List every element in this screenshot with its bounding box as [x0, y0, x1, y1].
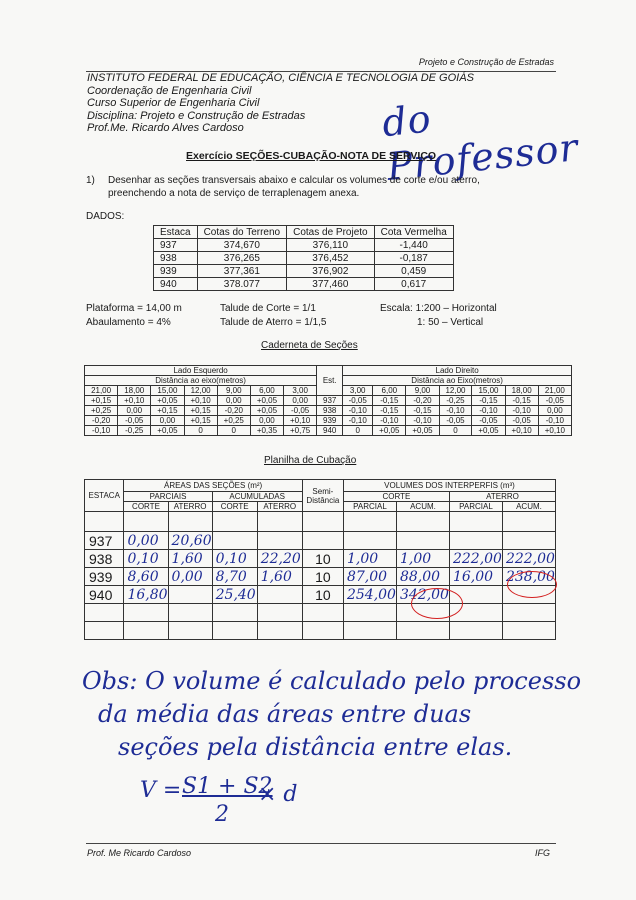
table-cell: 376,452	[287, 252, 375, 265]
distance-header: 18,00	[118, 386, 151, 396]
platform-params	[86, 302, 182, 330]
highlight-circle-aterro-acum	[507, 571, 557, 598]
plataforma: Plataforma = 14,00 m	[86, 303, 182, 314]
offset-cell: -0,15	[406, 406, 439, 416]
offset-cell: +0,15	[85, 396, 118, 406]
semi-distance-cell	[302, 532, 343, 550]
offset-cell: +0,75	[284, 426, 317, 436]
right-side-label: Lado Direito	[343, 366, 572, 376]
talude-corte: Talude de Corte = 1/1	[220, 303, 316, 314]
handwritten-value: 238,00	[502, 568, 555, 586]
offset-cell: -0,15	[505, 396, 538, 406]
handwritten-value: 0,00	[168, 568, 212, 586]
discipline: Disciplina: Projeto e Construção de Estradas	[87, 109, 306, 122]
acumuladas-header: ACUMULADAS	[212, 492, 302, 502]
handwritten-value	[343, 532, 396, 550]
est-label: Est.	[317, 366, 343, 396]
abaulamento: Abaulamento = 4%	[86, 317, 171, 328]
corte-group-header: CORTE	[343, 492, 449, 502]
table-cell: 939	[154, 265, 198, 278]
handwritten-value: 1,60	[168, 550, 212, 568]
distance-header: 3,00	[284, 386, 317, 396]
handwritten-value: 16,00	[449, 568, 502, 586]
caderneta-row	[85, 416, 572, 426]
sub-header: CORTE	[124, 502, 168, 512]
estaca-cell: 939	[85, 568, 124, 586]
caderneta-table	[84, 365, 572, 436]
formula-denominator: 2	[215, 802, 229, 827]
estaca-cell: 940	[85, 586, 124, 604]
handwritten-value: 1,60	[257, 568, 302, 586]
handwritten-value: 0,10	[124, 550, 168, 568]
dados-label: DADOS:	[86, 211, 125, 222]
offset-cell: -0,10	[343, 416, 373, 426]
sub-header: CORTE	[212, 502, 257, 512]
handwritten-value: 8,60	[124, 568, 168, 586]
aterro-group-header: ATERRO	[449, 492, 555, 502]
offset-cell: -0,10	[505, 406, 538, 416]
volume-formula	[140, 772, 340, 832]
handwritten-value: 87,00	[343, 568, 396, 586]
offset-cell: 0	[184, 426, 217, 436]
offset-cell: +0,15	[151, 406, 184, 416]
sub-header: PARCIAL	[343, 502, 396, 512]
caderneta-row	[85, 426, 572, 436]
offset-cell: -0,05	[439, 416, 472, 426]
distance-header: 12,00	[184, 386, 217, 396]
empty-row	[85, 622, 556, 640]
offset-cell: -0,05	[505, 416, 538, 426]
distance-header: 15,00	[151, 386, 184, 396]
observation-note	[82, 665, 602, 764]
talude-aterro: Talude de Aterro = 1/1,5	[220, 317, 327, 328]
station-cell: 938	[317, 406, 343, 416]
semi-distance-cell: 10	[302, 586, 343, 604]
distance-header: 9,00	[217, 386, 250, 396]
offset-cell: -0,10	[406, 416, 439, 426]
exercise-title: Exercício SEÇÕES-CUBAÇÃO-NOTA DE SERVIÇO	[186, 150, 437, 162]
offset-cell: -0,10	[373, 416, 406, 426]
escala-vertical: 1: 50 – Vertical	[417, 317, 484, 328]
dados-table	[153, 225, 454, 291]
task-number: 1)	[86, 175, 95, 186]
dados-header: Cotas de Projeto	[287, 226, 375, 239]
offset-cell: 0	[343, 426, 373, 436]
table-row	[85, 550, 556, 568]
table-cell: -0,187	[374, 252, 453, 265]
table-cell: 376,902	[287, 265, 375, 278]
course: Curso Superior de Engenharia Civil	[87, 97, 260, 109]
table-row	[154, 252, 454, 265]
handwritten-value: 16,80	[124, 586, 168, 604]
handwritten-value: 20,60	[168, 532, 212, 550]
offset-cell: -0,10	[472, 406, 505, 416]
offset-cell: +0,10	[118, 396, 151, 406]
offset-cell: -0,15	[373, 406, 406, 416]
table-row	[154, 278, 454, 291]
task-statement	[86, 174, 546, 202]
formula-numerator: S1 + S2	[182, 774, 273, 799]
sub-header: ATERRO	[168, 502, 212, 512]
offset-cell: -0,20	[217, 406, 250, 416]
sub-header: ATERRO	[257, 502, 302, 512]
caderneta-row	[85, 406, 572, 416]
offset-cell: 0,00	[284, 396, 317, 406]
table-cell: 376,110	[287, 239, 375, 252]
offset-cell: -0,10	[538, 416, 571, 426]
planilha-title: Planilha de Cubação	[264, 455, 357, 466]
handwritten-value: 25,40	[212, 586, 257, 604]
table-cell: 378.077	[197, 278, 287, 291]
offset-cell: +0,05	[151, 426, 184, 436]
offset-cell: +0,25	[85, 406, 118, 416]
handwritten-value: 0,10	[212, 550, 257, 568]
handwritten-signature: do Professor	[380, 96, 581, 189]
dados-header: Cotas do Terreno	[197, 226, 287, 239]
offset-cell: -0,20	[406, 396, 439, 406]
handwritten-value: 222,00	[449, 550, 502, 568]
table-row	[85, 568, 556, 586]
empty-row	[85, 604, 556, 622]
footer-institution: IFG	[535, 848, 550, 858]
semi-distance-cell: 10	[302, 568, 343, 586]
handwritten-value	[449, 532, 502, 550]
cubacao-table	[84, 479, 556, 640]
handwritten-value: 8,70	[212, 568, 257, 586]
table-cell: 938	[154, 252, 198, 265]
distance-header: 18,00	[505, 386, 538, 396]
table-row	[154, 239, 454, 252]
offset-cell: +0,15	[184, 416, 217, 426]
offset-cell: 0	[217, 426, 250, 436]
estaca-cell: 937	[85, 532, 124, 550]
distance-header: 6,00	[373, 386, 406, 396]
table-cell: 376,265	[197, 252, 287, 265]
offset-cell: 0	[439, 426, 472, 436]
handwritten-value: 0,00	[124, 532, 168, 550]
handwritten-value: 222,00	[502, 550, 555, 568]
handwritten-value	[257, 586, 302, 604]
dados-header: Cota Vermelha	[374, 226, 453, 239]
offset-cell: -0,05	[118, 416, 151, 426]
table-row	[154, 265, 454, 278]
offset-cell: -0,25	[439, 396, 472, 406]
observation-line: da média das áreas entre duas	[98, 700, 472, 728]
right-distance-label: Distância ao Eixo(metros)	[343, 376, 572, 386]
station-cell: 939	[317, 416, 343, 426]
offset-cell: +0,35	[250, 426, 283, 436]
offset-cell: -0,05	[343, 396, 373, 406]
offset-cell: -0,10	[85, 426, 118, 436]
offset-cell: +0,10	[538, 426, 571, 436]
distance-header: 9,00	[406, 386, 439, 396]
offset-cell: -0,25	[118, 426, 151, 436]
dados-header: Estaca	[154, 226, 198, 239]
handwritten-value	[168, 586, 212, 604]
offset-cell: -0,15	[472, 396, 505, 406]
distance-header: 21,00	[538, 386, 571, 396]
institution-name: INSTITUTO FEDERAL DE EDUCAÇÃO, CIÊNCIA E TECNOLOGIA DE GOIÁS	[87, 72, 474, 84]
table-cell: 937	[154, 239, 198, 252]
distance-header: 6,00	[250, 386, 283, 396]
semi-distance-cell: 10	[302, 550, 343, 568]
offset-cell: 0,00	[217, 396, 250, 406]
handwritten-value: 22,20	[257, 550, 302, 568]
handwritten-value: 88,00	[396, 568, 449, 586]
distance-header: 15,00	[472, 386, 505, 396]
estaca-cell: 938	[85, 550, 124, 568]
areas-header: ÁREAS DAS SEÇÕES (m²)	[124, 480, 302, 492]
offset-cell: +0,10	[184, 396, 217, 406]
offset-cell: -0,15	[373, 396, 406, 406]
left-distance-label: Distância ao eixo(metros)	[85, 376, 317, 386]
parciais-header: PARCIAIS	[124, 492, 212, 502]
table-cell: 0,617	[374, 278, 453, 291]
semi-distance-header: Semi-Distância	[302, 480, 343, 512]
professor: Prof.Me. Ricardo Alves Cardoso	[87, 122, 244, 134]
offset-cell: -0,20	[85, 416, 118, 426]
sub-header: ACUM.	[396, 502, 449, 512]
offset-cell: +0,05	[472, 426, 505, 436]
station-cell: 940	[317, 426, 343, 436]
observation-line: Obs: O volume é calculado pelo processo	[82, 667, 582, 695]
offset-cell: +0,10	[284, 416, 317, 426]
table-cell: 377,460	[287, 278, 375, 291]
handwritten-value: 254,00	[343, 586, 396, 604]
distance-header: 3,00	[343, 386, 373, 396]
slope-params	[220, 302, 326, 330]
table-cell: 377,361	[197, 265, 287, 278]
distance-header: 12,00	[439, 386, 472, 396]
left-side-label: Lado Esquerdo	[85, 366, 317, 376]
offset-cell: +0,05	[250, 396, 283, 406]
table-cell: 940	[154, 278, 198, 291]
handwritten-value	[396, 532, 449, 550]
offset-cell: +0,05	[373, 426, 406, 436]
offset-cell: 0,00	[250, 416, 283, 426]
task-text: Desenhar as seções transversais abaixo e calcular os volumes de corte e/ou aterro, preenchendo a nota de serviço de terraplenagem anexa.	[108, 175, 480, 199]
handwritten-value: 1,00	[343, 550, 396, 568]
offset-cell: -0,05	[284, 406, 317, 416]
volumes-header: VOLUMES DOS INTERPERFIS (m³)	[343, 480, 555, 492]
table-cell: 0,459	[374, 265, 453, 278]
footer-rule	[86, 843, 556, 844]
formula-lhs: V =	[140, 778, 182, 803]
handwritten-value	[212, 532, 257, 550]
offset-cell: -0,05	[538, 396, 571, 406]
observation-line: seções pela distância entre elas.	[118, 733, 513, 761]
table-cell: -1,440	[374, 239, 453, 252]
course-tag: Projeto e Construção de Estradas	[418, 57, 554, 67]
formula-tail: × d	[258, 782, 298, 807]
scale-params	[380, 302, 497, 330]
offset-cell: +0,10	[505, 426, 538, 436]
sub-header: ACUM.	[502, 502, 555, 512]
table-cell: 374,670	[197, 239, 287, 252]
offset-cell: +0,05	[406, 426, 439, 436]
offset-cell: -0,05	[472, 416, 505, 426]
station-cell: 937	[317, 396, 343, 406]
distance-header: 21,00	[85, 386, 118, 396]
caderneta-row	[85, 396, 572, 406]
offset-cell: +0,05	[151, 396, 184, 406]
handwritten-value: 1,00	[396, 550, 449, 568]
coordination: Coordenação de Engenharia Civil	[87, 84, 252, 97]
handwritten-value	[502, 532, 555, 550]
handwritten-value: 342,00	[396, 586, 449, 604]
offset-cell: +0,25	[217, 416, 250, 426]
offset-cell: -0,10	[439, 406, 472, 416]
caderneta-title: Caderneta de Seções	[261, 340, 358, 351]
sub-header: PARCIAL	[449, 502, 502, 512]
footer-author: Prof. Me Ricardo Cardoso	[87, 848, 192, 858]
estaca-header: ESTACA	[85, 480, 124, 512]
offset-cell: +0,15	[184, 406, 217, 416]
offset-cell: 0,00	[118, 406, 151, 416]
highlight-circle-corte-acum	[411, 588, 463, 619]
offset-cell: 0,00	[538, 406, 571, 416]
offset-cell: +0,05	[250, 406, 283, 416]
handwritten-value	[257, 532, 302, 550]
table-row	[85, 586, 556, 604]
offset-cell: 0,00	[151, 416, 184, 426]
escala-horizontal: Escala: 1:200 – Horizontal	[380, 303, 497, 314]
offset-cell: -0,10	[343, 406, 373, 416]
table-row	[85, 532, 556, 550]
